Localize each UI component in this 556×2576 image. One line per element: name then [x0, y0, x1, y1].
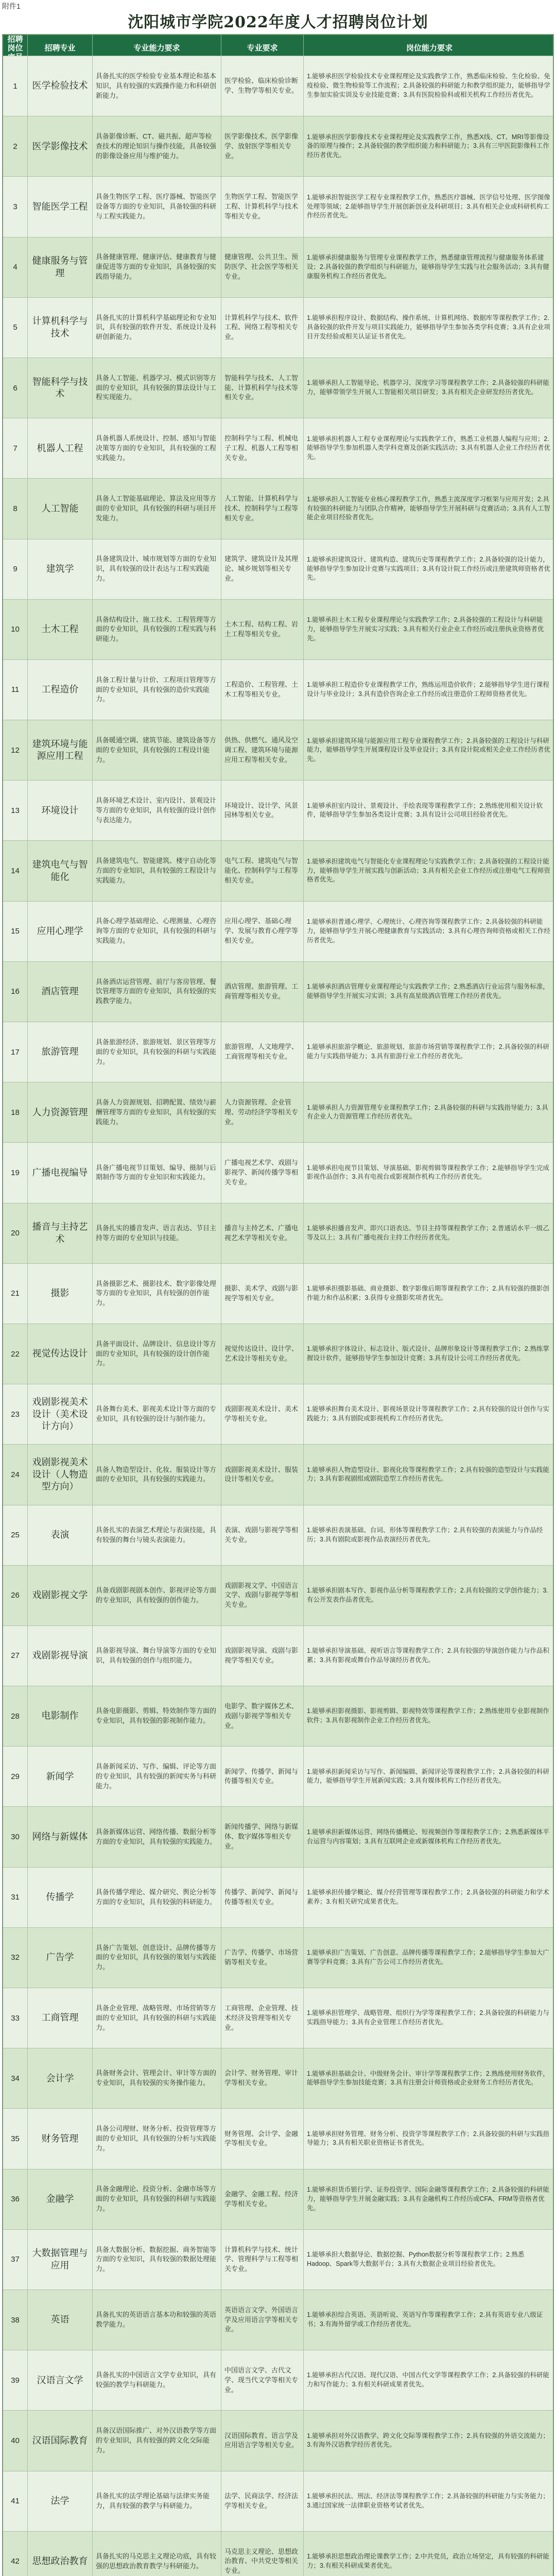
row-requirement: 会计学、财务管理、审计学等相关专业。 [221, 2048, 304, 2108]
row-major: 戏剧影视导演 [28, 1626, 93, 1686]
row-duty: 1.能够承担广告策划、广告创意、品牌传播等课程教学工作；2.能够指导学生参加大广赛等学科竞赛；3.具有广告公司工作经历者优先。 [307, 1949, 549, 1965]
row-number: 38 [3, 2290, 28, 2350]
row-major: 思想政治教育 [28, 2532, 93, 2576]
row-ability: 具备人工智能基础理论、算法及应用等方面的专业知识，具有较强的科研与项目开发能力。 [93, 479, 221, 538]
table-row [3, 1988, 553, 2048]
table-row [3, 1022, 553, 1082]
row-ability: 具备机器人系统设计、控制、感知与智能决策等方面的专业知识，具有较强的工程实践能力。 [93, 418, 221, 478]
row-duty: 1.能够承担影视摄影、影视剪辑、影视特效等课程教学工作；2.熟练使用专业影视制作软件；3.具有影视制作企业工作经历者优先。 [307, 1707, 549, 1724]
table-row [3, 1203, 553, 1263]
row-duty: 1.能够承担新闻采访与写作、新闻编辑、新闻评论等课程教学工作；2.具备较强的科研能力，能够指导学生开展新闻实践；3.具有媒体机构工作经历者优先。 [307, 1768, 549, 1785]
row-duty: 1.能够承担旅游学概论、旅游规划、旅游市场营销等课程教学工作；2.具备较强的科研能力与实践指导能力；3.具有旅游行业工作经历者优先。 [307, 1043, 549, 1060]
row-number: 14 [3, 841, 28, 901]
table-row [3, 176, 553, 236]
row-number: 33 [3, 1988, 28, 2048]
row-major: 大数据管理与应用 [28, 2230, 93, 2290]
row-duty: 1.能够承担建筑电气与智能化专业课程理论与实践教学工作；2.具备较强的工程设计能力，能够指导学生开展实践与创新活动；3.具有相关企业工作经历或注册电气工程师资格者优先。 [307, 857, 550, 884]
row-duty: 1.能够承担人物造型设计、影视化妆等课程教学工作；2.具有较强的造型设计与实践能力；3.具有影视剧组或剧院造型工作经历者优先。 [307, 1466, 549, 1483]
row-requirement: 马克思主义理论、思想政治教育、中共党史等相关专业。 [221, 2532, 304, 2576]
row-major: 电影制作 [28, 1686, 93, 1746]
table-row [3, 1263, 553, 1324]
table-row [3, 1746, 553, 1806]
row-major: 传播学 [28, 1868, 93, 1927]
row-requirement: 戏剧影视文学、中国语言文学、戏剧与影视学等相关专业。 [221, 1566, 304, 1625]
row-ability: 具备平面设计、品牌设计、信息设计等方面的专业知识，具有较强的设计创作能力。 [93, 1324, 221, 1384]
row-ability: 具备戏剧影视剧本创作、影视评论等方面的专业知识，具有较强的创作能力。 [93, 1566, 221, 1625]
row-requirement: 播音与主持艺术、广播电视艺术学等相关专业。 [221, 1204, 304, 1263]
row-duty: 1.能够承担工程造价专业课程教学工作，熟练运用造价软件；2.能够指导学生进行课程设计与毕业设计；3.具有造价咨询企业工作经历或注册造价工程师资格者优先。 [307, 681, 549, 698]
row-duty: 1.能够承担货币银行学、证券投资学、国际金融等课程教学工作；2.具备较强的科研能力，能够指导学生开展金融实践；3.具有金融机构工作经历或CFA、FRM等资格者优先。 [307, 2186, 549, 2212]
table-row [3, 237, 553, 297]
table-row [3, 1142, 553, 1202]
row-requirement: 财务管理、会计学、金融学等相关专业。 [221, 2109, 304, 2168]
row-ability: 具备扎实的英语语言基本功和较强的英语教学能力。 [93, 2290, 221, 2350]
row-requirement: 旅游管理、人文地理学、工商管理等相关专业。 [221, 1022, 304, 1082]
row-number: 27 [3, 1626, 28, 1686]
row-ability: 具备酒店运营管理、前厅与客房管理、餐饮管理等方面的专业知识，具有较强的实践教学能力。 [93, 962, 221, 1022]
row-requirement: 电影学、数字媒体艺术、戏剧与影视学等相关专业。 [221, 1686, 304, 1746]
row-number: 29 [3, 1747, 28, 1806]
row-number: 21 [3, 1264, 28, 1324]
row-number: 23 [3, 1384, 28, 1444]
row-number: 19 [3, 1143, 28, 1202]
row-number: 35 [3, 2109, 28, 2168]
row-duty: 1.能够承担民法、刑法、经济法等课程教学工作；2.具备较强的科研能力与实务能力；3.通过国家统一法律职业资格考试者优先。 [307, 2492, 549, 2509]
table-body [3, 56, 553, 2576]
table-row [3, 599, 553, 659]
table-row [3, 1927, 553, 1988]
row-requirement: 控制科学与工程、机械电子工程、机器人工程等相关专业。 [221, 418, 304, 478]
row-number: 8 [3, 479, 28, 538]
row-number: 17 [3, 1022, 28, 1082]
row-duty: 1.能够承担综合英语、英语听说、英语写作等课程教学工作；2.具有英语专业八级证书；3.有海外留学或工作经历者优先。 [307, 2311, 543, 2328]
row-duty: 1.能够承担思想政治理论课教学工作；2.中共党员，政治立场坚定，具有较强的科研能力；3.有相关科研成果者优先。 [307, 2553, 549, 2569]
table-row [3, 2350, 553, 2410]
row-major: 财务管理 [28, 2109, 93, 2168]
table-row [3, 1082, 553, 1142]
table-row [3, 297, 553, 358]
table-row [3, 2290, 553, 2350]
table-header [3, 35, 553, 56]
row-duty: 1.能够承担普通心理学、心理统计、心理咨询等课程教学工作；2.具备较强的科研能力，能够指导学生开展心理健康教育与实践活动；3.具有心理咨询师资格或相关工作经历者优先。 [307, 918, 550, 944]
row-duty: 1.能够承担剧本写作、影视作品分析等课程教学工作；2.具有较强的文学创作能力；3.有公开发表作品者优先。 [307, 1587, 548, 1603]
row-duty: 1.能够承担建筑设计、建筑构造、建筑历史等课程教学工作；2.具备较强的设计能力，能够指导学生参加设计竞赛与实践项目；3.具有设计院工作经历或注册建筑师资格者优先。 [307, 555, 550, 582]
row-major: 表演 [28, 1505, 93, 1565]
row-requirement: 新闻学、传播学、新闻与传播等相关专业。 [221, 1747, 304, 1806]
row-major: 人力资源管理 [28, 1082, 93, 1142]
row-major: 土木工程 [28, 600, 93, 659]
row-requirement: 智能科学与技术、人工智能、计算机科学与技术等相关专业。 [221, 358, 304, 418]
row-requirement: 人力资源管理、企业管理、劳动经济学等相关专业。 [221, 1082, 304, 1142]
row-number: 7 [3, 418, 28, 478]
row-ability: 具备舞台美术、影视美术设计等方面的专业知识，具有较强的设计与制作能力。 [93, 1384, 221, 1444]
row-requirement: 戏剧影视美术设计、服装设计等相关专业。 [221, 1445, 304, 1504]
row-requirement: 戏剧影视导演、戏剧与影视学等相关专业。 [221, 1626, 304, 1686]
row-duty: 1.能够承担大数据导论、数据挖掘、Python数据分析等课程教学工作；2.熟悉Hadoop、Spark等大数据平台；3.具有大数据企业项目经验者优先。 [307, 2251, 525, 2267]
row-major: 建筑环境与能源应用工程 [28, 720, 93, 780]
row-ability: 具备扎实的中国语言文学专业知识，具有较强的教学与科研能力。 [93, 2350, 221, 2410]
row-ability: 具备影视导演、舞台导演等方面的专业知识，具有较强的创作与组织能力。 [93, 1626, 221, 1686]
row-requirement: 广告学、传播学、市场营销等相关专业。 [221, 1928, 304, 1988]
header-requirement: 专业要求 [221, 35, 304, 62]
recruitment-table [2, 34, 554, 2576]
row-major: 广告学 [28, 1928, 93, 1988]
row-ability: 具备结构设计、施工技术、工程管理等方面的专业知识，具有较强的工程实践与科研能力。 [93, 600, 221, 659]
row-requirement: 传播学、新闻学、新闻与传播等相关专业。 [221, 1868, 304, 1927]
row-major: 汉语言文学 [28, 2350, 93, 2410]
row-major: 建筑学 [28, 539, 93, 599]
table-row [3, 1444, 553, 1504]
row-duty: 1.能够承担机器人工程专业课程理论与实践教学工作，熟悉工业机器人编程与应用；2.能够指导学生参加机器人类学科竞赛及创新实践活动；3.具有机器人企业工作经历者优先。 [307, 435, 550, 461]
row-ability: 具备扎实的计算机科学基础理论和专业知识，具有较强的软件开发、系统设计及科研创新能力。 [93, 298, 221, 358]
row-major: 视觉传达设计 [28, 1324, 93, 1384]
page-title: 沈阳城市学院2022年度人才招聘岗位计划 [128, 13, 428, 31]
table-row [3, 2410, 553, 2470]
row-number: 1 [3, 56, 28, 116]
row-duty: 1.能够承担古代汉语、现代汉语、中国古代文学等课程教学工作；2.具备较强的科研能力和写作能力；3.有相关科研成果者优先。 [307, 2371, 549, 2388]
row-ability: 具备传播学理论、媒介研究、舆论分析等方面的专业知识，具有较强的科研能力。 [93, 1868, 221, 1927]
row-requirement: 酒店管理、旅游管理、工商管理等相关专业。 [221, 962, 304, 1022]
row-number: 4 [3, 238, 28, 297]
row-requirement: 中国语言文学、古代文学、现当代文学等相关专业。 [221, 2350, 304, 2410]
table-row [3, 2531, 553, 2576]
row-number: 39 [3, 2350, 28, 2410]
row-ability: 具备扎实的医学检验专业基本理论和基本知识，具有较强的实践操作能力和科研创新能力。 [93, 56, 221, 116]
row-ability: 具备财务会计、管理会计、审计等方面的专业知识，具有较强的实务操作能力。 [93, 2048, 221, 2108]
row-duty: 1.能够承担新媒体运营、网络传播概论、短视频创作等课程教学工作；2.熟悉新媒体平台运营与内容策划；3.具有互联网企业或新媒体机构工作经历者优先。 [307, 1828, 549, 1845]
row-requirement: 戏剧影视美术设计、美术学等相关专业。 [221, 1384, 304, 1444]
row-major: 会计学 [28, 2048, 93, 2108]
table-row [3, 478, 553, 538]
header-ability: 专业能力要求 [93, 35, 221, 62]
row-number: 28 [3, 1686, 28, 1746]
row-duty: 1.能够承担室内设计、景观设计、手绘表现等课程教学工作；2.熟练使用相关设计软件，能够指导学生参加各类设计竞赛；3.具有设计公司项目经验者优先。 [307, 802, 543, 819]
row-major: 工商管理 [28, 1988, 93, 2048]
row-ability: 具备企业管理、战略管理、市场营销等方面的专业知识，具有较强的科研与实践能力。 [93, 1988, 221, 2048]
header-major: 招聘专业 [28, 35, 93, 62]
row-major: 工程造价 [28, 660, 93, 720]
row-number: 10 [3, 600, 28, 659]
row-ability: 具备扎实的马克思主义理论功底，具有较强的思想政治教育教学与科研能力。 [93, 2532, 221, 2576]
row-duty: 1.能够承担健康服务与管理专业课程教学工作，熟悉健康管理流程与健康服务体系建设；2.具备较强的教学组织与科研能力，能够指导学生实践与社会服务活动；3.具有健康服务机构工作经历者优先。 [307, 254, 549, 280]
row-duty: 1.能够承担摄影基础、商业摄影、数字影像后期等课程教学工作；2.具有较强的摄影创作能力和作品积累；3.获得专业摄影奖项者优先。 [307, 1285, 549, 1301]
row-major: 酒店管理 [28, 962, 93, 1022]
table-row [3, 901, 553, 961]
row-duty: 1.能够承担财务管理、财务分析、投资学等课程教学工作；2.具备较强的科研与实践指导能力；3.具有相关职业资格证书者优先。 [307, 2130, 549, 2147]
row-major: 智能医学工程 [28, 177, 93, 236]
row-number: 36 [3, 2170, 28, 2229]
table-row [3, 659, 553, 720]
row-duty: 1.能够承担舞台美术设计、影视场景设计等课程教学工作；2.具有较强的设计创作与实践能力；3.具有剧院或影视机构工作经历者优先。 [307, 1405, 549, 1422]
row-major: 戏剧影视美术设计（美术设计方向） [28, 1384, 93, 1444]
row-requirement: 汉语国际教育、语言学及应用语言学等相关专业。 [221, 2411, 304, 2470]
row-ability: 具备大数据分析、数据挖掘、商务智能等方面的专业知识，具有较强的数据处理能力。 [93, 2230, 221, 2290]
row-ability: 具备人工智能、机器学习、模式识别等方面的专业知识，具有较强的算法设计与工程实现能力。 [93, 358, 221, 418]
table-row [3, 2048, 553, 2108]
row-duty: 1.能够承担管理学、战略管理、组织行为学等课程教学工作；2.具备较强的科研能力与实践指导能力；3.具有企业管理工作经历者优先。 [307, 2009, 549, 2026]
row-requirement: 摄影、美术学、戏剧与影视学等相关专业。 [221, 1264, 304, 1324]
row-duty: 1.能够承担酒店管理专业课程理论与实践教学工作；2.熟悉酒店行业运营与服务标准，能够指导学生开展实习实训；3.具有高星级酒店管理工作经历者优先。 [307, 983, 549, 999]
row-number: 37 [3, 2230, 28, 2290]
row-major: 新闻学 [28, 1747, 93, 1806]
row-requirement: 健康管理、公共卫生、预防医学、社会医学等相关专业。 [221, 238, 304, 297]
row-major: 摄影 [28, 1264, 93, 1324]
table-row [3, 1686, 553, 1746]
row-requirement: 工程造价、工程管理、土木工程等相关专业。 [221, 660, 304, 720]
row-number: 25 [3, 1505, 28, 1565]
row-major: 智能科学与技术 [28, 358, 93, 418]
row-ability: 具备摄影艺术、摄影技术、数字影像处理等方面的专业知识，具有较强的创作能力。 [93, 1264, 221, 1324]
row-duty: 1.能够承担人力资源管理专业课程教学工作；2.具备较强的科研与实践指导能力；3.具有企业人力资源管理工作经历者优先。 [307, 1104, 548, 1121]
row-requirement: 医学检验、临床检验诊断学、生物学等相关专业。 [221, 56, 304, 116]
row-number: 6 [3, 358, 28, 418]
row-requirement: 土木工程、结构工程、岩土工程等相关专业。 [221, 600, 304, 659]
row-ability: 具备电影摄影、剪辑、特效制作等方面的专业知识，具有较强的影视制作能力。 [93, 1686, 221, 1746]
row-requirement: 供热、供燃气、通风及空调工程、建筑环境与能源应用工程等相关专业。 [221, 720, 304, 780]
row-requirement: 电气工程、建筑电气与智能化、控制科学与工程等相关专业。 [221, 841, 304, 901]
table-row [3, 1806, 553, 1867]
row-ability: 具备建筑设计、城市规划等方面的专业知识，具有较强的设计表达与工程实践能力。 [93, 539, 221, 599]
row-requirement: 工商管理、企业管理、技术经济及管理等相关专业。 [221, 1988, 304, 2048]
row-ability: 具备公司理财、财务分析、投资管理等方面的专业知识，具有较强的分析与实践能力。 [93, 2109, 221, 2168]
table-row [3, 780, 553, 840]
row-major: 戏剧影视美术设计（人物造型方向） [28, 1445, 93, 1504]
row-ability: 具备生物医学工程、医疗器械、智能医学设备等方面的专业知识，具备较强的科研与工程实践能力。 [93, 177, 221, 236]
attachment-label: 附件1 [2, 2, 21, 10]
row-duty: 1.能够承担导演基础、视听语言等课程教学工作；2.具有较强的导演创作能力与作品积累；3.具有影视或舞台作品导演经历者优先。 [307, 1647, 549, 1664]
row-ability: 具备人力资源规划、招聘配置、绩效与薪酬管理等方面的专业知识，具有较强的实践能力。 [93, 1082, 221, 1142]
table-row [3, 961, 553, 1022]
row-ability: 具备暖通空调、建筑节能、建筑设备等方面的专业知识，具有较强的工程设计能力。 [93, 720, 221, 780]
row-major: 环境设计 [28, 781, 93, 840]
table-row [3, 1565, 553, 1625]
row-duty: 1.能够承担人工智能导论、机器学习、深度学习等课程教学工作；2.具备较强的科研能力，能够带领学生开展人工智能相关项目研发；3.具有相关企业研发经历者优先。 [307, 379, 549, 396]
row-requirement: 计算机科学与技术、统计学、管理科学与工程等相关专业。 [221, 2230, 304, 2290]
row-ability: 具备影像诊断、CT、磁共振、超声等检查技术的理论知识与操作技能，具备较强的影像设备应用与维护能力。 [93, 116, 221, 176]
row-number: 12 [3, 720, 28, 780]
row-ability: 具备广播电视节目策划、编导、摄制与后期制作等方面的专业知识和实践能力。 [93, 1143, 221, 1202]
row-requirement: 计算机科学与技术、软件工程、网络工程等相关专业。 [221, 298, 304, 358]
row-requirement: 法学、民商法学、经济法学等相关专业。 [221, 2471, 304, 2531]
row-number: 40 [3, 2411, 28, 2470]
row-major: 医学影像技术 [28, 116, 93, 176]
row-requirement: 表演、戏剧与影视学等相关专业。 [221, 1505, 304, 1565]
table-row [3, 1505, 553, 1565]
row-number: 5 [3, 298, 28, 358]
row-ability: 具备新闻采访、写作、编辑、评论等方面的专业知识，具有较强的新闻实务与科研能力。 [93, 1747, 221, 1806]
table-row [3, 1324, 553, 1384]
row-number: 31 [3, 1868, 28, 1927]
row-number: 34 [3, 2048, 28, 2108]
row-number: 16 [3, 962, 28, 1022]
row-ability: 具备汉语国际推广、对外汉语教学等方面的专业知识，具有较强的跨文化交际能力。 [93, 2411, 221, 2470]
row-duty: 1.能够承担土木工程专业课程理论与实践教学工作；2.具备较强的工程设计与科研能力，能够指导学生开展实习实践；3.具有相关行业企业工作经历或注册执业资格者优先。 [307, 616, 544, 642]
row-duty: 1.能够承担医学检验技术专业课程理论及实践教学工作，熟悉临床检验、生化检验、免疫检验、微生物检验等工作流程；2.具备较强的科研能力和教学组织能力，能够指导学生参加实验实训及专业技能竞赛；3.具有医院检验科或相关机构工作经历者优先。 [307, 73, 550, 98]
table-row [3, 358, 553, 418]
table-row [3, 1625, 553, 1686]
row-major: 播音与主持艺术 [28, 1204, 93, 1263]
row-ability: 具备建筑电气、智能建筑、楼宇自动化等方面的专业知识，具有较强的工程设计与实践能力。 [93, 841, 221, 901]
row-major: 汉语国际教育 [28, 2411, 93, 2470]
row-duty: 1.能够承担人工智能专业核心课程教学工作，熟悉主流深度学习框架与应用开发；2.具有较强的科研能力与团队合作精神，能够指导学生开展科研与竞赛活动；3.具有人工智能企业项目经验者优先。 [307, 495, 550, 521]
row-ability: 具备环境艺术设计、室内设计、景观设计等方面的专业知识，具有较强的设计创作与表达能力。 [93, 781, 221, 840]
row-ability: 具备广告策划、创意设计、品牌传播等方面的专业知识，具有较强的策划与实践能力。 [93, 1928, 221, 1988]
row-duty: 1.能够承担对外汉语教学、跨文化交际等课程教学工作；2.具有较强的外语交流能力；3.有海外汉语教学经历者优先。 [307, 2432, 549, 2449]
table-row [3, 418, 553, 478]
row-ability: 具备金融理论、投资分析、金融市场等方面的专业知识，具有较强的科研与实践能力。 [93, 2170, 221, 2229]
row-requirement: 新闻传播学、网络与新媒体、数字媒体等相关专业。 [221, 1807, 304, 1867]
row-major: 网络与新媒体 [28, 1807, 93, 1867]
row-ability: 具备扎实的播音发声、语言表达、节目主持等方面的专业知识与技能。 [93, 1204, 221, 1263]
table-row [3, 1384, 553, 1444]
row-number: 26 [3, 1566, 28, 1625]
table-row [3, 2169, 553, 2229]
row-duty: 1.能够承担电视节目策划、导演基础、影视剪辑等课程教学工作；2.能够指导学生完成影视作品创作；3.具有电视台或影视制作机构工作经历者优先。 [307, 1164, 549, 1181]
row-number: 2 [3, 116, 28, 176]
row-major: 戏剧影视文学 [28, 1566, 93, 1625]
row-requirement: 应用心理学、基础心理学、发展与教育心理学等相关专业。 [221, 902, 304, 961]
row-number: 30 [3, 1807, 28, 1867]
row-number: 42 [3, 2532, 28, 2576]
row-number: 3 [3, 177, 28, 236]
row-major: 计算机科学与技术 [28, 298, 93, 358]
row-number: 24 [3, 1445, 28, 1504]
row-major: 医学检验技术 [28, 56, 93, 116]
row-ability: 具备人物造型设计、化妆、服装设计等方面的专业知识，具有较强的实践能力。 [93, 1445, 221, 1504]
row-major: 英语 [28, 2290, 93, 2350]
row-duty: 1.能够承担程序设计、数据结构、操作系统、计算机网络、数据库等课程教学工作；2.具备较强的软件开发与项目实践能力，能够指导学生参加各类学科竞赛；3.具有企业项目开发经验或相关认证证书者优先。 [307, 314, 550, 340]
row-major: 法学 [28, 2471, 93, 2531]
row-duty: 1.能够承担智能医学工程专业课程教学工作，熟悉医疗器械、医学信号处理、医学图像处理等领域；2.能够指导学生开展创新创业及科研项目；3.具有相关企业或科研机构工作经历者优先。 [307, 193, 550, 219]
row-number: 15 [3, 902, 28, 961]
row-ability: 具备新媒体运营、网络传播、数据分析等方面的专业知识，具有较强的实践能力。 [93, 1807, 221, 1867]
row-major: 人工智能 [28, 479, 93, 538]
row-number: 20 [3, 1204, 28, 1263]
row-ability: 具备旅游经济、旅游规划、景区管理等方面的专业知识，具有较强的科研与实践能力。 [93, 1022, 221, 1082]
row-ability: 具备扎实的法学理论基础与法律实务能力，具有较强的教学与科研能力。 [93, 2471, 221, 2531]
row-major: 健康服务与管理 [28, 238, 93, 297]
header-duty: 岗位能力要求 [406, 44, 453, 53]
row-ability: 具备工程计量与计价、工程项目管理等方面的专业知识，具有较强的造价实践能力。 [93, 660, 221, 720]
row-duty: 1.能够承担医学影像技术专业课程理论及实践教学工作，熟悉X线、CT、MRI等影像设备的原理与操作；2.具备较强的教学组织能力和科研能力；3.具有三甲医院影像科工作经历者优先。 [307, 133, 549, 159]
row-major: 旅游管理 [28, 1022, 93, 1082]
row-duty: 1.能够承担表演基础、台词、形体等课程教学工作；2.具有较强的表演能力与作品经历；3.具有剧院或影视作品表演经历者优先。 [307, 1526, 543, 1543]
row-major: 建筑电气与智能化 [28, 841, 93, 901]
table-row [3, 720, 553, 780]
row-requirement: 医学影像技术、医学影像学、放射医学等相关专业。 [221, 116, 304, 176]
row-requirement: 人工智能、计算机科学与技术、控制科学与工程等相关专业。 [221, 479, 304, 538]
row-requirement: 广播电视艺术学、戏剧与影视学、新闻传播学等相关专业。 [221, 1143, 304, 1202]
row-requirement: 生物医学工程、智能医学工程、计算机科学与技术等相关专业。 [221, 177, 304, 236]
row-number: 13 [3, 781, 28, 840]
row-requirement: 金融学、金融工程、经济学等相关专业。 [221, 2170, 304, 2229]
row-ability: 具备健康管理、健康评估、健康教育与健康促进等方面的专业知识，具备较强的实践指导能力。 [93, 238, 221, 297]
row-number: 32 [3, 1928, 28, 1988]
row-major: 金融学 [28, 2170, 93, 2229]
table-row [3, 2471, 553, 2531]
row-requirement: 视觉传达设计、设计学、艺术设计等相关专业。 [221, 1324, 304, 1384]
table-row [3, 116, 553, 176]
row-ability: 具备扎实的表演艺术理论与表演技能，具有较强的舞台与镜头表演能力。 [93, 1505, 221, 1565]
row-number: 18 [3, 1082, 28, 1142]
table-row [3, 2108, 553, 2168]
row-duty: 1.能够承担传播学概论、媒介经营管理等课程教学工作；2.具备较强的科研能力和学术素养；3.有相关研究成果者优先。 [307, 1888, 549, 1905]
table-row [3, 2229, 553, 2290]
row-duty: 1.能够承担字体设计、标志设计、版式设计、品牌形象设计等课程教学工作；2.熟练掌握设计软件，能够指导学生参加设计竞赛；3.具有设计公司工作经历者优先。 [307, 1345, 549, 1362]
row-duty: 1.能够承担基础会计、中级财务会计、审计学等课程教学工作；2.熟练使用财务软件，能够指导学生参加技能竞赛；3.具有注册会计师资格或企业财务工作经历者优先。 [307, 2070, 549, 2087]
table-row [3, 539, 553, 599]
row-ability: 具备心理学基础理论、心理测量、心理咨询等方面的专业知识，具有较强的科研与实践能力。 [93, 902, 221, 961]
row-requirement: 环境设计、设计学、风景园林等相关专业。 [221, 781, 304, 840]
row-number: 41 [3, 2471, 28, 2531]
row-major: 广播电视编导 [28, 1143, 93, 1202]
row-duty: 1.能够承担播音发声、即兴口语表达、节目主持等课程教学工作；2.普通话水平一级乙等及以上；3.具有广播电视台主持工作经历者优先。 [307, 1224, 549, 1241]
table-row [3, 840, 553, 901]
header-no: 招聘岗位 [3, 35, 28, 62]
row-duty: 1.能够承担建筑环境与能源应用工程专业课程教学工作；2.具备较强的工程设计与科研能力，能够指导学生开展课程设计及毕业设计；3.具有设计院或相关企业工作经历者优先。 [307, 737, 550, 763]
row-major: 应用心理学 [28, 902, 93, 961]
table-row [3, 1867, 553, 1927]
row-number: 11 [3, 660, 28, 720]
table-row [3, 56, 553, 116]
row-number: 9 [3, 539, 28, 599]
row-number: 22 [3, 1324, 28, 1384]
row-major: 机器人工程 [28, 418, 93, 478]
row-requirement: 英语语言文学、外国语言学及应用语言学等相关专业。 [221, 2290, 304, 2350]
row-requirement: 建筑学、建筑设计及其理论、城乡规划等相关专业。 [221, 539, 304, 599]
